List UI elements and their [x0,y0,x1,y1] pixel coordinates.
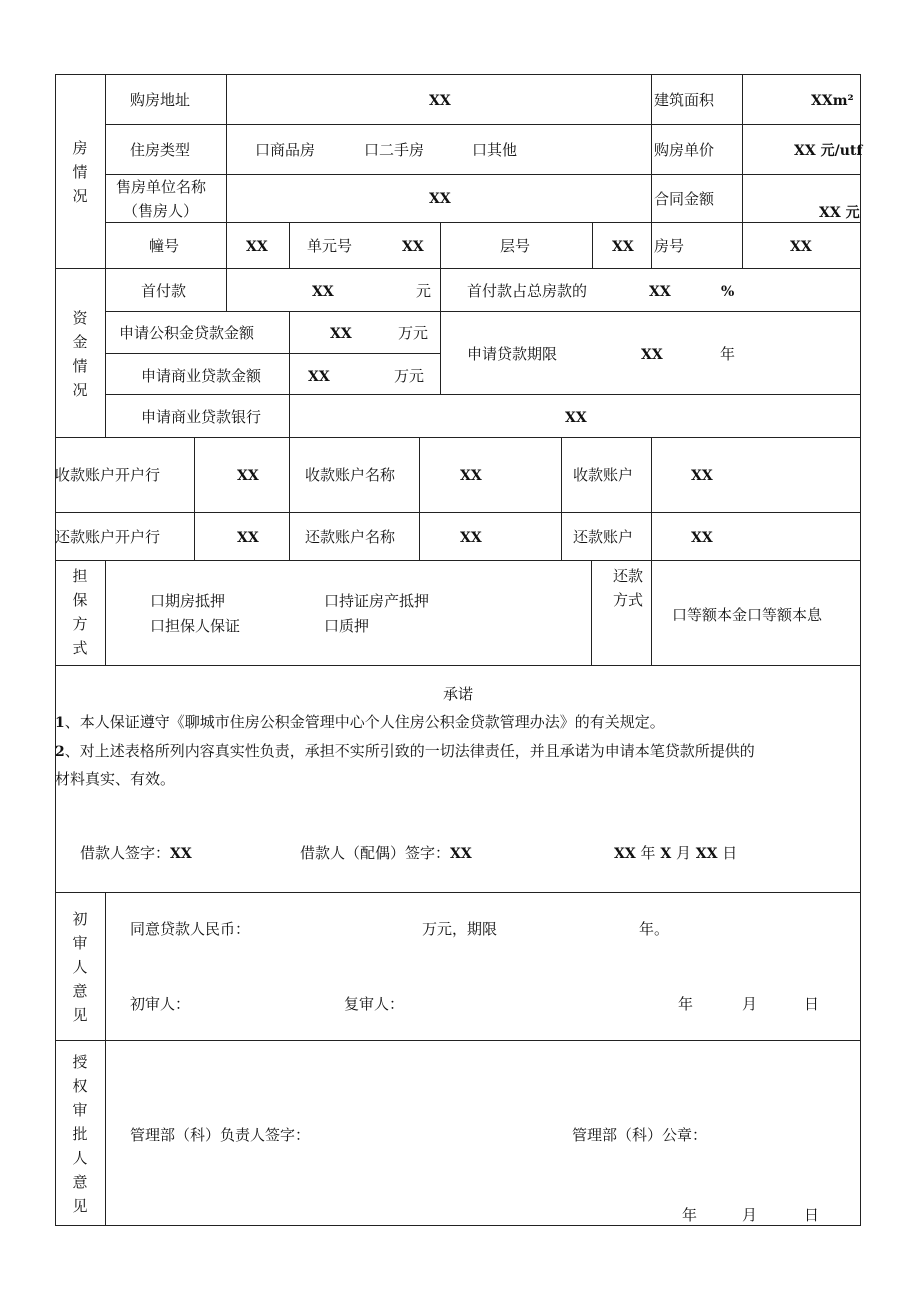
guarantee-option-guarantor[interactable]: 口担保人保证 [150,617,241,635]
rule [105,311,861,312]
amount-unit: 万元，期限 [422,920,498,938]
review-month: 月 [742,995,758,1013]
recv-acct-label: 收款账户 [573,466,634,484]
bank-value: XX [565,410,587,426]
rule [105,124,861,125]
type-label: 住房类型 [130,141,191,159]
rule [440,222,441,269]
floor-value: XX [612,239,634,255]
date-day: XX [695,846,718,862]
border-bottom [55,1225,861,1226]
bank-label: 申请商业贷款银行 [141,408,262,426]
guarantee-option-pledge[interactable]: 口质押 [324,617,370,635]
rule [289,222,290,269]
pf-loan-value: XX [330,326,352,342]
review-day: 日 [804,995,820,1013]
com-loan-value: XX [308,369,330,385]
rule [55,560,861,561]
down-payment-value: XX [312,284,334,300]
promise-item-1-number: 1 [55,715,65,731]
room-label: 房号 [654,237,685,255]
first-review-label: 初审人意见 [72,910,88,1024]
reviewer-label: 初审人： [130,995,191,1013]
term-unit-text: 年。 [639,920,670,938]
rule [194,437,195,561]
contract-value: XX 元 [819,205,860,221]
seller-label-line2: （售房人） [123,202,199,220]
floor-label: 层号 [500,237,531,255]
repay-name-value: XX [460,530,482,546]
contract-label: 合同金额 [654,190,715,208]
approval-month: 月 [742,1206,758,1224]
promise-item-1 [55,712,665,733]
com-loan-label: 申请商业贷款金额 [141,367,262,385]
approval-year: 年 [682,1206,698,1224]
rule [105,394,861,395]
guarantee-option-presale-mortgage[interactable]: 口期房抵押 [150,592,226,610]
second-reviewer-label: 复审人： [344,995,405,1013]
address-value: XX [429,93,451,109]
building-value: XX [246,239,268,255]
approval-label: 授权审批人意见 [72,1053,88,1215]
rule [591,560,592,666]
rule [440,268,441,312]
funds-section-label: 资金情况 [72,309,88,399]
border-left [55,74,56,1226]
rule [105,222,861,223]
ratio-unit: % [721,284,735,300]
seller-value: XX [429,191,451,207]
room-value: XX [790,239,812,255]
repay-method-label-line2: 方式 [613,591,644,609]
rule [289,437,290,561]
borrower-signature[interactable] [80,843,192,864]
recv-acct-value: XX [691,468,713,484]
rule [55,268,861,269]
manager-sign-label: 管理部（科）负责人签字： [130,1126,311,1144]
type-option-commercial[interactable]: 口商品房 [255,141,316,159]
approval-day: 日 [804,1206,820,1224]
pf-loan-unit: 万元 [398,324,429,342]
term-value: XX [641,347,663,363]
address-label: 购房地址 [130,91,191,109]
rule [651,74,652,269]
date-year-unit: 年 [640,844,656,862]
rule [592,222,593,269]
border-right [860,74,861,1226]
rule [105,74,106,438]
rule [105,560,106,666]
pf-loan-label: 申请公积金贷款金额 [119,324,255,342]
date-month-unit: 月 [675,844,691,862]
agree-text: 同意贷款人民币： [130,920,251,938]
rule [55,665,861,666]
promise-item-1-text: 、本人保证遵守《聊城市住房公积金管理中心个人住房公积金贷款管理办法》的有关规定。 [64,713,665,731]
borrower-sign-label: 借款人签字： [80,844,171,862]
rule [55,1040,861,1041]
type-option-secondhand[interactable]: 口二手房 [364,141,425,159]
down-payment-label: 首付款 [141,282,187,300]
type-option-other[interactable]: 口其他 [472,141,518,159]
building-label: 幢号 [149,237,180,255]
repay-acct-label: 还款账户 [573,528,634,546]
area-label: 建筑面积 [654,91,715,109]
seller-label-line1: 售房单位名称 [116,178,207,196]
promise-date [614,843,737,864]
borrower-sign-value: XX [170,846,192,862]
rule [55,437,861,438]
spouse-sign-value: XX [450,846,472,862]
unit-label: 单元号 [307,237,353,255]
spouse-signature[interactable] [300,843,472,864]
down-payment-unit: 元 [416,282,432,300]
repay-method-label-line1: 还款 [613,567,644,585]
rule [105,174,861,175]
repay-name-label: 还款账户名称 [305,528,396,546]
rule [55,892,861,893]
unit-value: XX [402,239,424,255]
rule [289,311,290,438]
house-section-label: 房情况 [72,139,88,205]
review-year: 年 [678,995,694,1013]
rule [561,437,562,561]
promise-item-2-number: 2 [55,744,65,760]
repay-bank-label: 还款账户开户行 [55,528,161,546]
ratio-label: 首付款占总房款的 [467,282,588,300]
term-unit: 年 [720,345,736,363]
rule [651,560,652,666]
rule [651,437,652,561]
date-year: XX [614,846,636,862]
rule [742,74,743,269]
recv-bank-value: XX [237,468,259,484]
rule [440,311,441,395]
repay-method-options[interactable]: 口等额本金口等额本息 [672,606,823,624]
promise-title: 承诺 [442,685,474,703]
rule [55,512,861,513]
guarantee-label: 担保方式 [72,567,88,657]
seal-label: 管理部（科）公章： [572,1126,708,1144]
unit-price-value: XX 元/utf [794,143,863,159]
recv-name-value: XX [460,468,482,484]
promise-item-2-text: 、对上述表格所列内容真实性负责，承担不实所引致的一切法律责任，并且承诺为申请本笔贷款所提供的 [64,742,755,760]
guarantee-option-certified-mortgage[interactable]: 口持证房产抵押 [324,592,430,610]
date-month: X [660,846,672,862]
rule [105,353,441,354]
repay-bank-value: XX [237,530,259,546]
area-value: XXm² [811,93,854,109]
border-top [55,74,861,75]
promise-item-2-line2: 材料真实、有效。 [55,770,176,788]
term-label: 申请贷款期限 [467,345,558,363]
spouse-sign-label: 借款人（配偶）签字： [300,844,451,862]
unit-price-label: 购房单价 [654,141,715,159]
recv-name-label: 收款账户名称 [305,466,396,484]
repay-acct-value: XX [691,530,713,546]
com-loan-unit: 万元 [394,367,425,385]
promise-item-2 [55,741,755,762]
rule [226,74,227,312]
date-day-unit: 日 [722,844,738,862]
rule [419,437,420,561]
ratio-value: XX [649,284,671,300]
rule [105,892,106,1226]
recv-bank-label: 收款账户开户行 [55,466,161,484]
